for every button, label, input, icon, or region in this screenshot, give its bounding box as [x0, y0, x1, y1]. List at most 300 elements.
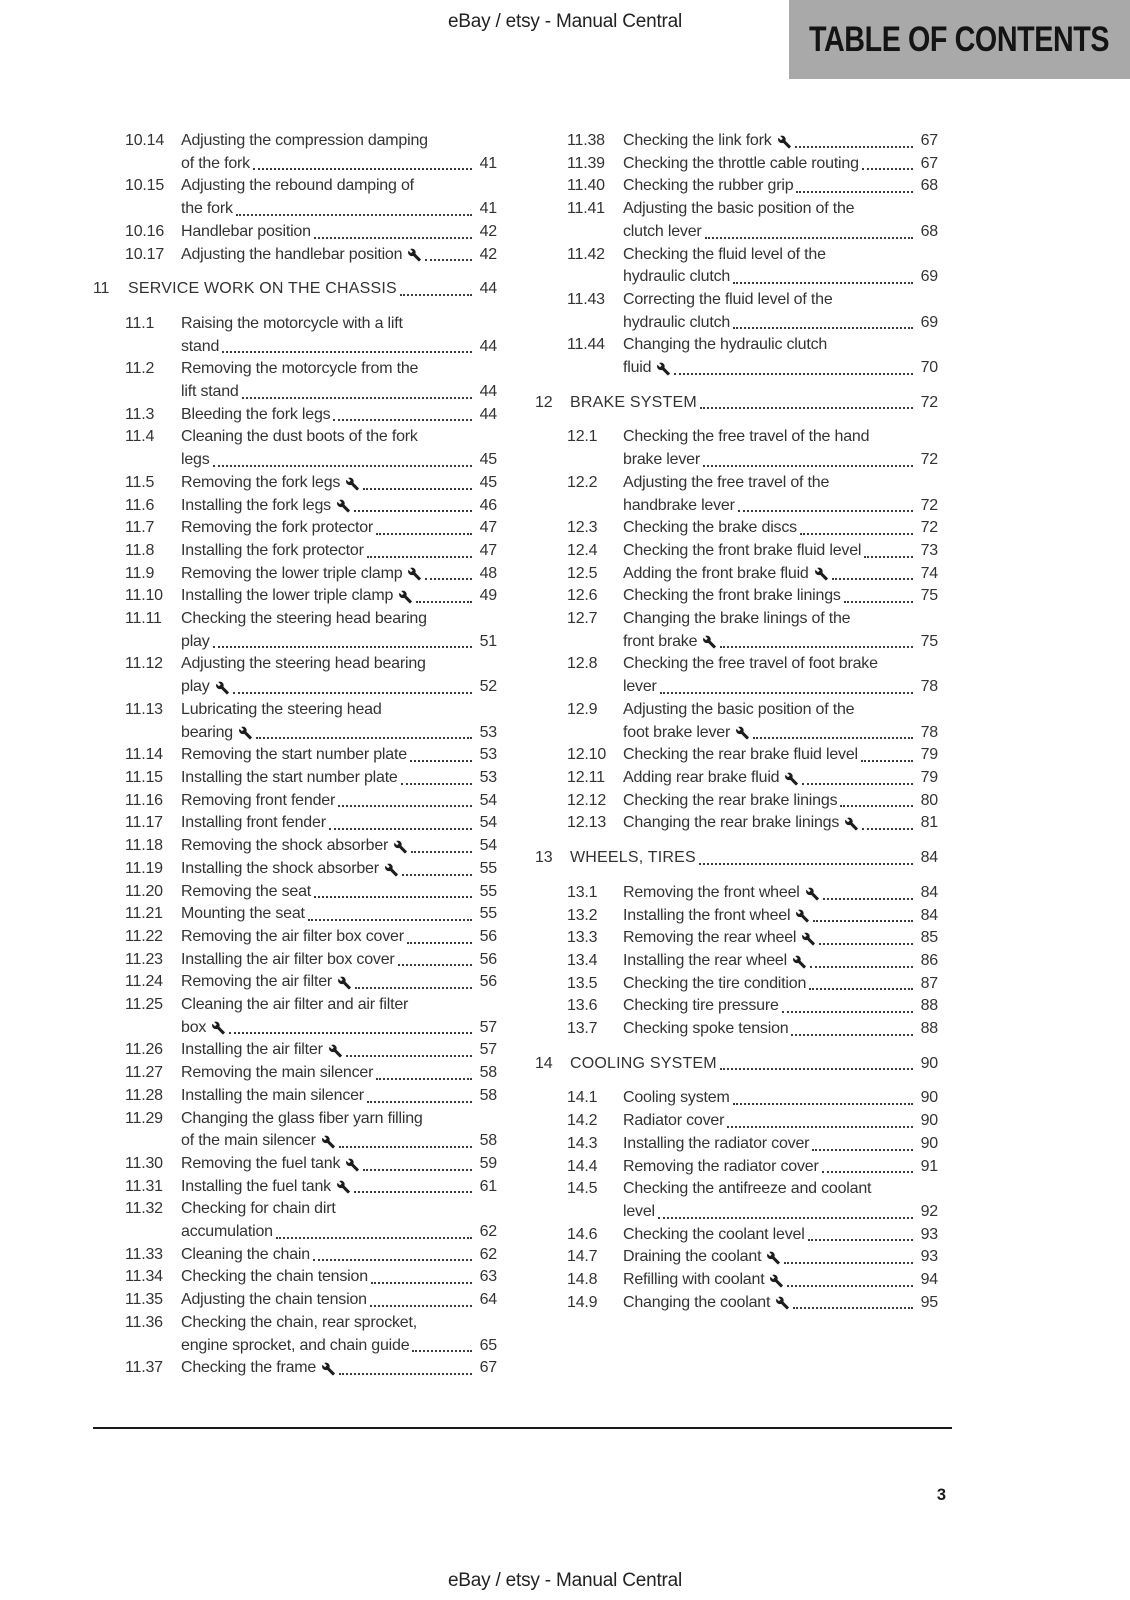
- wrench-icon: [336, 499, 351, 513]
- entry-title: Checking the tire condition: [623, 974, 807, 992]
- entry-number: 11.29: [125, 1109, 163, 1127]
- entry-page-number: 93: [920, 1225, 938, 1243]
- entry-title: handbrake lever: [623, 496, 735, 514]
- entry-title: lift stand: [181, 383, 239, 401]
- entry-title: Checking the coolant level: [623, 1225, 805, 1243]
- wrench-icon: [328, 1044, 343, 1058]
- dot-leader: [802, 783, 913, 785]
- header-doc-title: eBay / etsy - Manual Central: [447, 11, 683, 32]
- dot-leader: [346, 1055, 472, 1057]
- entry-page-number: 54: [479, 791, 497, 809]
- entry-title-line: Raising the motorcycle with a lift: [181, 314, 403, 332]
- dot-leader: [674, 373, 913, 375]
- entry-title-line: Adjusting the compression damping: [181, 132, 428, 149]
- toc-entry-11.27: [93, 1062, 497, 1085]
- entry-page-number: 90: [920, 1134, 938, 1152]
- entry-number: 11.24: [125, 973, 163, 991]
- toc-entry-11.9: [93, 563, 497, 586]
- wrench-icon: [337, 976, 352, 990]
- entry-page-number: 53: [479, 768, 497, 786]
- entry-number: 11.31: [125, 1177, 163, 1195]
- entry-page-number: 95: [920, 1293, 938, 1311]
- entry-title: engine sprocket, and chain guide: [181, 1336, 410, 1354]
- chapter-title: COOLING SYSTEM: [570, 1054, 717, 1072]
- entry-title: Removing the fork legs: [181, 473, 341, 491]
- entry-page-number: 90: [920, 1112, 938, 1130]
- toc-entry-11.21: [93, 903, 497, 926]
- entry-number: 12.7: [567, 610, 598, 628]
- entry-number: 11.7: [125, 519, 155, 537]
- toc-entry-10.17: [93, 244, 497, 267]
- toc-chapter-14: [535, 1053, 938, 1076]
- entry-title: Adding the front brake fluid: [623, 564, 809, 582]
- toc-entry-14.6: [535, 1224, 938, 1247]
- entry-title: Installing the front wheel: [623, 906, 791, 924]
- wrench-icon: [336, 1180, 351, 1194]
- entry-title: Removing the fork protector: [181, 519, 374, 537]
- entry-title: Removing the radiator cover: [623, 1157, 819, 1175]
- entry-number: 10.17: [125, 245, 165, 263]
- dot-leader: [819, 943, 913, 945]
- entry-title-line: Adjusting the basic position of the: [623, 700, 855, 718]
- toc-entry-11.20: [93, 881, 497, 904]
- dot-leader: [314, 896, 472, 898]
- entry-number: 14.5: [567, 1180, 598, 1198]
- dot-leader: [703, 465, 913, 467]
- toc-entry-14.9: [535, 1292, 938, 1315]
- entry-page-number: 52: [479, 678, 497, 696]
- chapter-page-number: 84: [920, 849, 938, 867]
- entry-page-number: 51: [479, 632, 497, 650]
- toc-column-left: [93, 130, 497, 1380]
- entry-number: 13.7: [567, 1020, 598, 1038]
- entry-title-line: Changing the glass fiber yarn filling: [181, 1109, 423, 1127]
- entry-title: Removing the front wheel: [623, 883, 800, 901]
- entry-title: hydraulic clutch: [623, 268, 731, 286]
- entry-number: 11.19: [125, 859, 163, 877]
- entry-title: Removing the seat: [181, 882, 312, 900]
- toc-entry-14.3: [535, 1133, 938, 1156]
- dot-leader: [660, 692, 913, 694]
- toc-entry-11.10: [93, 585, 497, 608]
- chapter-page-number: 44: [479, 280, 497, 298]
- entry-page-number: 85: [920, 929, 938, 947]
- entry-title: legs: [181, 451, 210, 469]
- footer-doc-title: eBay / etsy - Manual Central: [447, 1570, 683, 1591]
- entry-title: Checking spoke tension: [623, 1020, 789, 1038]
- dot-leader: [338, 805, 472, 807]
- wrench-icon: [844, 817, 859, 831]
- toc-entry-11.26: [93, 1039, 497, 1062]
- entry-number: 12.12: [567, 791, 607, 809]
- toc-entry-11.5: [93, 472, 497, 495]
- dot-leader: [705, 237, 913, 239]
- entry-title: Removing the shock absorber: [181, 837, 389, 855]
- dot-leader: [800, 533, 913, 535]
- entry-number: 11.32: [125, 1200, 163, 1218]
- dot-leader: [812, 1149, 913, 1151]
- page-number: 3: [936, 1486, 946, 1504]
- toc-entry-11.25: [93, 994, 497, 1039]
- entry-number: 14.6: [567, 1225, 598, 1243]
- dot-leader: [796, 191, 913, 193]
- dot-leader: [862, 168, 913, 170]
- toc-entry-14.2: [535, 1110, 938, 1133]
- entry-page-number: 70: [920, 359, 938, 377]
- entry-page-number: 86: [920, 951, 938, 969]
- entry-page-number: 59: [479, 1154, 497, 1172]
- toc-entry-11.41: [535, 198, 938, 243]
- entry-title: of the main silencer: [181, 1132, 316, 1150]
- entry-title: Checking the chain tension: [181, 1268, 368, 1286]
- entry-page-number: 57: [479, 1018, 497, 1036]
- entry-number: 11.26: [125, 1041, 163, 1059]
- entry-number: 11.8: [125, 541, 155, 559]
- entry-number: 11.4: [125, 428, 155, 446]
- dot-leader: [832, 578, 913, 580]
- toc-entry-11.6: [93, 495, 497, 518]
- entry-page-number: 58: [479, 1132, 497, 1150]
- entry-number: 14.4: [567, 1157, 598, 1175]
- entry-number: 10.15: [125, 177, 165, 195]
- entry-number: 14.1: [567, 1089, 598, 1107]
- wrench-icon: [321, 1362, 336, 1376]
- entry-title: Installing the fork protector: [181, 541, 364, 559]
- dot-leader: [813, 920, 913, 922]
- entry-number: 11.23: [125, 950, 163, 968]
- entry-title-line: Changing the brake linings of the: [623, 610, 851, 628]
- dot-leader: [308, 919, 472, 921]
- toc-entry-10.16: [93, 221, 497, 244]
- dot-leader: [407, 942, 472, 944]
- toc-columns: [93, 130, 938, 1380]
- entry-number: 12.6: [567, 587, 598, 605]
- toc-entry-13.2: [535, 905, 938, 928]
- entry-title: clutch lever: [623, 222, 702, 240]
- entry-page-number: 88: [920, 997, 938, 1015]
- entry-number: 14.3: [567, 1134, 598, 1152]
- entry-number: 11.43: [567, 290, 605, 308]
- entry-title: bearing: [181, 723, 233, 741]
- chapter-page-number: 72: [920, 393, 938, 411]
- entry-page-number: 91: [920, 1157, 938, 1175]
- toc-chapter-13: [535, 847, 938, 870]
- entry-title: Removing the fuel tank: [181, 1154, 341, 1172]
- entry-number: 12.11: [567, 768, 605, 786]
- chapter-title: BRAKE SYSTEM: [570, 393, 697, 411]
- entry-number: 11.17: [125, 814, 163, 832]
- entry-page-number: 62: [479, 1245, 497, 1263]
- toc-entry-11.36: [93, 1312, 497, 1357]
- toc-banner: [789, 0, 1130, 79]
- toc-entry-11.30: [93, 1153, 497, 1176]
- dot-leader: [862, 828, 913, 830]
- toc-entry-13.4: [535, 950, 938, 973]
- dot-leader: [700, 407, 913, 409]
- toc-entry-11.31: [93, 1176, 497, 1199]
- entry-number: 14.7: [567, 1248, 598, 1266]
- entry-title-line: Adjusting the steering head bearing: [181, 655, 426, 673]
- entry-number: 12.2: [567, 473, 598, 491]
- toc-entry-11.32: [93, 1198, 497, 1243]
- chapter-number: 11: [93, 280, 110, 298]
- dot-leader: [363, 488, 472, 490]
- dot-leader: [738, 510, 913, 512]
- dot-leader: [376, 533, 472, 535]
- entry-title: brake lever: [623, 451, 700, 469]
- entry-number: 11.10: [125, 587, 163, 605]
- toc-entry-12.2: [535, 472, 938, 517]
- dot-leader: [401, 783, 472, 785]
- dot-leader: [329, 828, 472, 830]
- entry-page-number: 57: [479, 1041, 497, 1059]
- entry-number: 12.13: [567, 814, 607, 832]
- entry-page-number: 44: [479, 405, 497, 423]
- dot-leader: [367, 556, 472, 558]
- toc-entry-11.14: [93, 744, 497, 767]
- entry-number: 10.16: [125, 222, 165, 240]
- entry-number: 12.8: [567, 655, 598, 673]
- wrench-icon: [345, 477, 360, 491]
- wrench-icon: [656, 362, 671, 376]
- toc-entry-12.6: [535, 585, 938, 608]
- entry-title: of the fork: [181, 154, 250, 172]
- entry-number: 12.4: [567, 541, 598, 559]
- entry-page-number: 47: [479, 519, 497, 537]
- dot-leader: [727, 1126, 913, 1128]
- entry-title-line: Checking the steering head bearing: [181, 610, 427, 628]
- entry-page-number: 73: [920, 541, 938, 559]
- entry-title-line: Checking the antifreeze and coolant: [623, 1180, 872, 1198]
- entry-title: Removing the start number plate: [181, 746, 407, 764]
- toc-entry-12.7: [535, 608, 938, 653]
- entry-page-number: 55: [479, 882, 497, 900]
- chapter-page-number: 90: [920, 1054, 938, 1072]
- entry-title: Installing the fork legs: [181, 496, 331, 514]
- entry-page-number: 72: [920, 496, 938, 514]
- toc-entry-11.4: [93, 426, 497, 471]
- entry-title: Installing the shock absorber: [181, 859, 379, 877]
- toc-entry-11.22: [93, 926, 497, 949]
- entry-title: Removing front fender: [181, 791, 336, 809]
- toc-entry-11.12: [93, 653, 497, 698]
- entry-number: 14.2: [567, 1112, 598, 1130]
- entry-number: 13.4: [567, 951, 598, 969]
- entry-number: 11.13: [125, 700, 163, 718]
- entry-title-line: Lubricating the steering head: [181, 700, 382, 718]
- toc-entry-12.12: [535, 790, 938, 813]
- entry-number: 11.3: [125, 405, 155, 423]
- entry-number: 11.44: [567, 336, 605, 354]
- entry-title-line: Cleaning the dust boots of the fork: [181, 428, 418, 446]
- dot-leader: [339, 1146, 472, 1148]
- dot-leader: [411, 851, 472, 853]
- dot-leader: [720, 646, 913, 648]
- entry-title: Removing the lower triple clamp: [181, 564, 403, 582]
- entry-page-number: 47: [479, 541, 497, 559]
- entry-page-number: 75: [920, 632, 938, 650]
- entry-title: Checking tire pressure: [623, 997, 779, 1015]
- entry-title: Draining the coolant: [623, 1248, 762, 1266]
- wrench-icon: [792, 955, 807, 969]
- wrench-icon: [777, 135, 792, 149]
- entry-number: 13.6: [567, 997, 598, 1015]
- entry-page-number: 58: [479, 1064, 497, 1082]
- entry-number: 11.33: [125, 1245, 163, 1263]
- entry-title: Installing front fender: [181, 814, 326, 832]
- entry-page-number: 53: [479, 723, 497, 741]
- dot-leader: [400, 294, 472, 296]
- toc-entry-10.14: [93, 130, 497, 175]
- entry-number: 13.5: [567, 974, 598, 992]
- entry-title: Checking the front brake linings: [623, 587, 841, 605]
- toc-entry-14.7: [535, 1246, 938, 1269]
- entry-page-number: 69: [920, 268, 938, 286]
- entry-title: front brake: [623, 632, 698, 650]
- entry-number: 11.15: [125, 768, 163, 786]
- dot-leader: [733, 327, 913, 329]
- entry-title: Checking the brake discs: [623, 519, 797, 537]
- toc-entry-12.3: [535, 517, 938, 540]
- dot-leader: [658, 1217, 913, 1219]
- entry-title: Removing the main silencer: [181, 1064, 374, 1082]
- toc-entry-12.5: [535, 563, 938, 586]
- dot-leader: [787, 1285, 913, 1287]
- dot-leader: [733, 282, 913, 284]
- entry-page-number: 81: [920, 814, 938, 832]
- entry-page-number: 94: [920, 1271, 938, 1289]
- toc-entry-11.17: [93, 812, 497, 835]
- toc-entry-11.19: [93, 858, 497, 881]
- dot-leader: [782, 1011, 913, 1013]
- dot-leader: [791, 1034, 913, 1036]
- entry-title-line: Checking the fluid level of the: [623, 245, 826, 263]
- entry-page-number: 56: [479, 973, 497, 991]
- toc-entry-12.1: [535, 426, 938, 471]
- toc-entry-14.4: [535, 1156, 938, 1179]
- chapter-number: 12: [535, 393, 553, 411]
- entry-page-number: 67: [920, 154, 938, 172]
- dot-leader: [398, 964, 472, 966]
- dot-leader: [376, 1078, 472, 1080]
- entry-title-line: Checking the free travel of foot brake: [623, 655, 878, 673]
- toc-entry-12.4: [535, 540, 938, 563]
- dot-leader: [844, 601, 913, 603]
- entry-title: play: [181, 678, 210, 696]
- entry-title: foot brake lever: [623, 723, 731, 741]
- entry-title-line: Changing the hydraulic clutch: [623, 336, 828, 354]
- entry-number: 11.1: [125, 314, 155, 332]
- toc-entry-13.5: [535, 973, 938, 996]
- entry-page-number: 88: [920, 1020, 938, 1038]
- dot-leader: [784, 1262, 913, 1264]
- dot-leader: [412, 1350, 472, 1352]
- dot-leader: [371, 1282, 472, 1284]
- entry-page-number: 90: [920, 1089, 938, 1107]
- toc-entry-10.15: [93, 175, 497, 220]
- dot-leader: [276, 1237, 472, 1239]
- dot-leader: [367, 1101, 472, 1103]
- entry-number: 12.10: [567, 746, 607, 764]
- entry-number: 11.42: [567, 245, 605, 263]
- entry-page-number: 58: [479, 1086, 497, 1104]
- entry-page-number: 42: [479, 222, 497, 240]
- entry-title: Checking the throttle cable routing: [623, 154, 859, 172]
- entry-page-number: 54: [479, 814, 497, 832]
- wrench-icon: [407, 567, 422, 581]
- entry-number: 11.5: [125, 473, 155, 491]
- dot-leader: [822, 1171, 913, 1173]
- entry-number: 13.1: [567, 883, 598, 901]
- dot-leader: [213, 646, 472, 648]
- entry-title: Installing the air filter box cover: [181, 950, 395, 968]
- entry-title: Mounting the seat: [181, 905, 305, 923]
- entry-title: Refilling with coolant: [623, 1271, 765, 1289]
- entry-page-number: 72: [920, 519, 938, 537]
- dot-leader: [823, 898, 913, 900]
- entry-page-number: 84: [920, 883, 938, 901]
- dot-leader: [753, 737, 913, 739]
- toc-entry-11.40: [535, 175, 938, 198]
- wrench-icon: [814, 567, 829, 581]
- entry-number: 13.3: [567, 929, 598, 947]
- entry-page-number: 42: [479, 245, 497, 263]
- toc-entry-13.6: [535, 995, 938, 1018]
- entry-page-number: 45: [479, 451, 497, 469]
- toc-entry-11.11: [93, 608, 497, 653]
- dot-leader: [339, 1373, 472, 1375]
- entry-title: Installing the lower triple clamp: [181, 587, 394, 605]
- dot-leader: [699, 863, 913, 865]
- toc-entry-12.9: [535, 699, 938, 744]
- entry-number: 12.9: [567, 700, 598, 718]
- entry-page-number: 84: [920, 906, 938, 924]
- dot-leader: [333, 419, 472, 421]
- wrench-icon: [702, 635, 717, 649]
- entry-page-number: 67: [920, 132, 938, 149]
- toc-entry-11.37: [93, 1357, 497, 1380]
- dot-leader: [313, 1259, 472, 1261]
- entry-title: box: [181, 1018, 207, 1036]
- entry-page-number: 68: [920, 222, 938, 240]
- toc-entry-12.13: [535, 812, 938, 835]
- chapter-title: WHEELS, TIRES: [570, 849, 696, 867]
- toc-entry-11.43: [535, 289, 938, 334]
- entry-page-number: 75: [920, 587, 938, 605]
- entry-number: 11.20: [125, 882, 163, 900]
- entry-number: 14.8: [567, 1271, 598, 1289]
- dot-leader: [222, 351, 472, 353]
- dot-leader: [253, 168, 472, 170]
- entry-page-number: 48: [479, 564, 497, 582]
- entry-title: Removing the air filter box cover: [181, 927, 404, 945]
- dot-leader: [416, 601, 472, 603]
- dot-leader: [354, 510, 472, 512]
- entry-number: 11.36: [125, 1313, 163, 1331]
- wrench-icon: [321, 1135, 336, 1149]
- entry-page-number: 92: [920, 1202, 938, 1220]
- entry-page-number: 69: [920, 313, 938, 331]
- entry-title: Changing the rear brake linings: [623, 814, 840, 832]
- entry-page-number: 62: [479, 1223, 497, 1241]
- entry-number: 13.2: [567, 906, 598, 924]
- entry-number: 11.18: [125, 837, 163, 855]
- wrench-icon: [384, 863, 399, 877]
- wrench-icon: [801, 932, 816, 946]
- entry-page-number: 63: [479, 1268, 497, 1286]
- toc-entry-11.33: [93, 1244, 497, 1267]
- toc-entry-11.18: [93, 835, 497, 858]
